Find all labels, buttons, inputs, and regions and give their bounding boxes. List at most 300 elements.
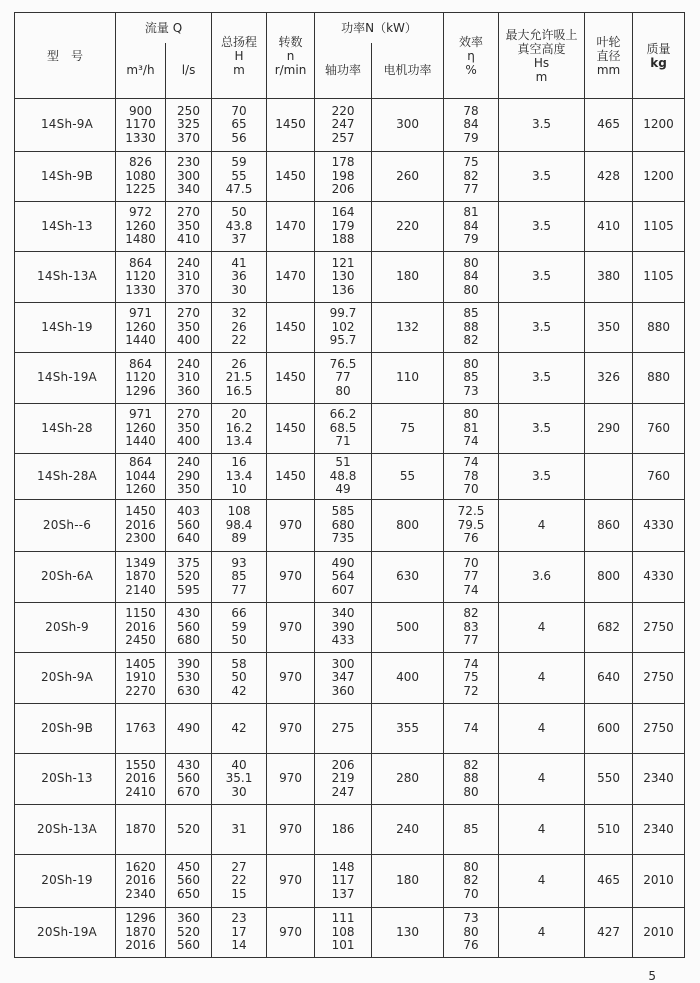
cell-flow-m3h-value: 1620 bbox=[125, 859, 156, 874]
cell-suction-height: 3.5 bbox=[499, 353, 585, 404]
cell-head-value: 22 bbox=[231, 333, 247, 348]
cell-flow-ls-value: 490 bbox=[177, 720, 200, 735]
cell-suction-height: 4 bbox=[499, 908, 585, 958]
cell-flow-m3h bbox=[116, 704, 166, 754]
cell-head bbox=[212, 754, 267, 805]
cell-head-value: 37 bbox=[231, 232, 247, 247]
cell-efficiency-value: 72 bbox=[463, 683, 479, 698]
cell-efficiency-value: 74 bbox=[463, 720, 479, 735]
cell-motor-power: 180 bbox=[372, 855, 444, 908]
cell-flow-ls bbox=[166, 252, 212, 303]
cell-flow-m3h-value: 1405 bbox=[125, 656, 156, 671]
cell-motor-power: 75 bbox=[372, 404, 444, 454]
cell-impeller-diameter: 600 bbox=[585, 704, 633, 754]
cell-efficiency-value: 79.5 bbox=[457, 517, 485, 532]
cell-flow-ls bbox=[166, 500, 212, 552]
cell-flow-ls-value: 350 bbox=[177, 218, 200, 233]
cell-flow-ls-value: 520 bbox=[177, 821, 200, 836]
cell-efficiency bbox=[444, 454, 499, 500]
cell-shaft-power-value: 220 bbox=[331, 103, 355, 118]
header-speed-unit: r/min bbox=[274, 62, 307, 77]
cell-shaft-power-value: 68.5 bbox=[329, 420, 357, 435]
page-number: 5 bbox=[648, 969, 656, 983]
cell-head-value: 13.4 bbox=[225, 468, 253, 483]
cell-flow-ls bbox=[166, 855, 212, 908]
cell-head bbox=[212, 805, 267, 855]
cell-shaft-power-value: 219 bbox=[331, 771, 355, 786]
cell-flow-ls-value: 240 bbox=[177, 455, 200, 470]
cell-efficiency bbox=[444, 704, 499, 754]
cell-impeller-diameter: 465 bbox=[585, 855, 633, 908]
cell-head-value: 36 bbox=[231, 269, 247, 284]
cell-efficiency bbox=[444, 152, 499, 202]
cell-mass: 760 bbox=[633, 404, 685, 454]
cell-mass: 1200 bbox=[633, 152, 685, 202]
cell-flow-m3h bbox=[116, 855, 166, 908]
cell-flow-m3h bbox=[116, 454, 166, 500]
cell-shaft-power-value: 340 bbox=[331, 606, 355, 621]
table-row bbox=[15, 353, 685, 404]
cell-flow-ls bbox=[166, 353, 212, 404]
cell-mass: 760 bbox=[633, 454, 685, 500]
cell-flow-m3h-value: 1296 bbox=[125, 383, 156, 398]
cell-flow-m3h bbox=[116, 353, 166, 404]
cell-flow-ls-value: 300 bbox=[177, 168, 200, 183]
cell-shaft-power-value: 257 bbox=[331, 130, 355, 145]
cell-flow-m3h-value: 900 bbox=[129, 103, 152, 118]
cell-flow-m3h-value: 1260 bbox=[125, 482, 156, 497]
cell-head bbox=[212, 353, 267, 404]
cell-head bbox=[212, 603, 267, 653]
cell-flow-m3h-value: 2270 bbox=[125, 683, 156, 698]
cell-flow-ls-value: 250 bbox=[177, 103, 200, 118]
cell-speed: 1450 bbox=[267, 353, 315, 404]
cell-shaft-power-value: 247 bbox=[331, 784, 355, 799]
cell-efficiency-value: 85 bbox=[463, 821, 479, 836]
cell-flow-ls-value: 450 bbox=[177, 859, 200, 874]
cell-efficiency-value: 75 bbox=[463, 155, 479, 170]
cell-shaft-power-value: 130 bbox=[331, 269, 355, 284]
cell-head-value: 59 bbox=[231, 619, 247, 634]
cell-efficiency-value: 84 bbox=[463, 218, 479, 233]
cell-head-value: 31 bbox=[231, 821, 247, 836]
cell-suction-height: 3.5 bbox=[499, 202, 585, 252]
header-impeller-unit: mm bbox=[596, 62, 621, 77]
cell-head-value: 27 bbox=[231, 859, 247, 874]
cell-efficiency bbox=[444, 855, 499, 908]
header-head bbox=[212, 13, 267, 99]
cell-impeller-diameter: 800 bbox=[585, 552, 633, 603]
cell-shaft-power bbox=[315, 754, 372, 805]
cell-motor-power: 400 bbox=[372, 653, 444, 704]
cell-flow-ls-value: 560 bbox=[177, 517, 200, 532]
table-body bbox=[15, 99, 685, 958]
cell-shaft-power-value: 179 bbox=[331, 218, 355, 233]
cell-speed: 1470 bbox=[267, 202, 315, 252]
cell-head bbox=[212, 404, 267, 454]
cell-shaft-power-value: 206 bbox=[331, 757, 355, 772]
cell-motor-power: 180 bbox=[372, 252, 444, 303]
cell-flow-m3h-value: 864 bbox=[129, 455, 152, 470]
cell-efficiency bbox=[444, 202, 499, 252]
cell-impeller-diameter: 428 bbox=[585, 152, 633, 202]
cell-flow-m3h bbox=[116, 404, 166, 454]
cell-shaft-power-value: 735 bbox=[331, 531, 355, 546]
cell-flow-ls-value: 375 bbox=[177, 555, 200, 570]
cell-speed: 970 bbox=[267, 603, 315, 653]
cell-shaft-power-value: 347 bbox=[331, 670, 355, 685]
cell-flow-ls-value: 240 bbox=[177, 255, 200, 270]
cell-head-value: 16 bbox=[231, 455, 247, 470]
cell-flow-m3h-value: 864 bbox=[129, 356, 152, 371]
cell-shaft-power-value: 585 bbox=[331, 504, 355, 519]
cell-flow-ls-value: 270 bbox=[177, 306, 200, 321]
cell-head-value: 10 bbox=[231, 482, 247, 497]
cell-shaft-power-value: 186 bbox=[331, 821, 355, 836]
cell-flow-ls-value: 560 bbox=[177, 619, 200, 634]
cell-flow-ls-value: 350 bbox=[177, 420, 200, 435]
cell-efficiency bbox=[444, 603, 499, 653]
cell-efficiency-value: 77 bbox=[463, 569, 479, 584]
cell-flow-ls-value: 360 bbox=[177, 911, 200, 926]
cell-efficiency-value: 70 bbox=[463, 886, 479, 901]
header-motor-power: 电机功率 bbox=[372, 43, 444, 99]
cell-flow-ls-value: 410 bbox=[177, 232, 200, 247]
cell-suction-height: 4 bbox=[499, 603, 585, 653]
cell-flow-ls-value: 670 bbox=[177, 784, 200, 799]
cell-efficiency bbox=[444, 303, 499, 353]
cell-head-value: 43.8 bbox=[225, 218, 253, 233]
cell-head-value: 56 bbox=[231, 130, 247, 145]
cell-flow-m3h-value: 2140 bbox=[125, 582, 156, 597]
cell-flow-ls-value: 560 bbox=[177, 938, 200, 953]
cell-efficiency-value: 88 bbox=[463, 771, 479, 786]
table-row bbox=[15, 552, 685, 603]
cell-flow-m3h-value: 2016 bbox=[125, 619, 156, 634]
cell-efficiency-value: 84 bbox=[463, 269, 479, 284]
cell-head-value: 30 bbox=[231, 282, 247, 297]
cell-flow-ls-value: 240 bbox=[177, 356, 200, 371]
cell-flow-m3h bbox=[116, 754, 166, 805]
cell-flow-ls-value: 530 bbox=[177, 670, 200, 685]
cell-flow-m3h-value: 2410 bbox=[125, 784, 156, 799]
cell-shaft-power-value: 121 bbox=[331, 255, 355, 270]
cell-head bbox=[212, 704, 267, 754]
cell-efficiency bbox=[444, 805, 499, 855]
pump-spec-table bbox=[14, 12, 685, 958]
cell-flow-ls bbox=[166, 754, 212, 805]
cell-head-value: 16.5 bbox=[225, 383, 253, 398]
cell-shaft-power-value: 136 bbox=[331, 282, 355, 297]
cell-efficiency-value: 78 bbox=[463, 103, 479, 118]
cell-motor-power: 500 bbox=[372, 603, 444, 653]
cell-flow-m3h-value: 1440 bbox=[125, 333, 156, 348]
cell-flow-ls-value: 640 bbox=[177, 531, 200, 546]
cell-flow-ls-value: 595 bbox=[177, 582, 200, 597]
cell-flow-m3h-value: 1763 bbox=[125, 720, 156, 735]
cell-shaft-power-value: 66.2 bbox=[329, 407, 357, 422]
cell-efficiency-value: 82 bbox=[463, 873, 479, 888]
cell-flow-ls-value: 270 bbox=[177, 407, 200, 422]
header-efficiency-label: 效率 bbox=[459, 34, 484, 49]
cell-flow-m3h-value: 2016 bbox=[125, 771, 156, 786]
cell-motor-power: 280 bbox=[372, 754, 444, 805]
cell-shaft-power-value: 178 bbox=[331, 155, 355, 170]
cell-motor-power: 220 bbox=[372, 202, 444, 252]
cell-flow-m3h-value: 1260 bbox=[125, 218, 156, 233]
cell-flow-m3h-value: 1550 bbox=[125, 757, 156, 772]
header-impeller bbox=[585, 13, 633, 99]
cell-head bbox=[212, 303, 267, 353]
cell-model: 14Sh-13A bbox=[15, 252, 116, 303]
table-row bbox=[15, 704, 685, 754]
header-efficiency bbox=[444, 13, 499, 99]
cell-shaft-power bbox=[315, 303, 372, 353]
header-speed-label: 转数 bbox=[278, 34, 303, 49]
cell-efficiency-value: 80 bbox=[463, 924, 479, 939]
cell-flow-ls-value: 630 bbox=[177, 683, 200, 698]
cell-efficiency-value: 74 bbox=[463, 434, 479, 449]
cell-efficiency-value: 76 bbox=[463, 531, 479, 546]
cell-shaft-power bbox=[315, 404, 372, 454]
cell-model: 20Sh-6A bbox=[15, 552, 116, 603]
cell-shaft-power-value: 80 bbox=[335, 383, 351, 398]
cell-efficiency-value: 81 bbox=[463, 205, 479, 220]
cell-model: 14Sh-28A bbox=[15, 454, 116, 500]
cell-flow-ls-value: 290 bbox=[177, 468, 200, 483]
cell-flow-m3h-value: 972 bbox=[129, 205, 152, 220]
cell-model: 20Sh-13A bbox=[15, 805, 116, 855]
cell-flow-ls-value: 325 bbox=[177, 117, 200, 132]
cell-head-value: 32 bbox=[231, 306, 247, 321]
cell-head-value: 17 bbox=[231, 924, 247, 939]
cell-model: 20Sh-9 bbox=[15, 603, 116, 653]
cell-flow-m3h-value: 1330 bbox=[125, 282, 156, 297]
cell-shaft-power-value: 148 bbox=[331, 859, 355, 874]
cell-suction-height: 3.5 bbox=[499, 252, 585, 303]
cell-head-value: 42 bbox=[231, 720, 247, 735]
cell-model: 20Sh--6 bbox=[15, 500, 116, 552]
cell-model: 14Sh-28 bbox=[15, 404, 116, 454]
cell-efficiency bbox=[444, 908, 499, 958]
table-row bbox=[15, 754, 685, 805]
cell-model: 20Sh-9A bbox=[15, 653, 116, 704]
cell-efficiency bbox=[444, 653, 499, 704]
header-suction-symbol: Hs bbox=[533, 55, 550, 70]
cell-impeller-diameter bbox=[585, 454, 633, 500]
header-efficiency-unit: % bbox=[465, 62, 477, 77]
cell-shaft-power bbox=[315, 908, 372, 958]
cell-efficiency-value: 85 bbox=[463, 370, 479, 385]
cell-efficiency-value: 82 bbox=[463, 333, 479, 348]
header-flow-unit-m3h: m³/h bbox=[116, 43, 166, 99]
cell-impeller-diameter: 510 bbox=[585, 805, 633, 855]
cell-efficiency-value: 82 bbox=[463, 757, 479, 772]
cell-suction-height: 4 bbox=[499, 805, 585, 855]
cell-efficiency-value: 83 bbox=[463, 619, 479, 634]
cell-flow-ls-value: 520 bbox=[177, 569, 200, 584]
cell-shaft-power-value: 164 bbox=[331, 205, 355, 220]
cell-shaft-power-value: 564 bbox=[331, 569, 355, 584]
cell-speed: 970 bbox=[267, 552, 315, 603]
cell-speed: 970 bbox=[267, 704, 315, 754]
cell-flow-m3h bbox=[116, 500, 166, 552]
cell-speed: 1450 bbox=[267, 152, 315, 202]
cell-head bbox=[212, 653, 267, 704]
cell-flow-m3h-value: 1080 bbox=[125, 168, 156, 183]
cell-shaft-power-value: 198 bbox=[331, 168, 355, 183]
cell-flow-ls-value: 310 bbox=[177, 269, 200, 284]
cell-shaft-power-value: 680 bbox=[331, 517, 355, 532]
cell-efficiency-value: 77 bbox=[463, 182, 479, 197]
cell-shaft-power-value: 275 bbox=[331, 720, 355, 735]
cell-motor-power: 132 bbox=[372, 303, 444, 353]
cell-flow-ls-value: 360 bbox=[177, 383, 200, 398]
cell-shaft-power-value: 49 bbox=[335, 482, 351, 497]
cell-shaft-power-value: 607 bbox=[331, 582, 355, 597]
cell-flow-m3h-value: 2016 bbox=[125, 873, 156, 888]
cell-impeller-diameter: 290 bbox=[585, 404, 633, 454]
cell-shaft-power-value: 108 bbox=[331, 924, 355, 939]
cell-flow-ls bbox=[166, 908, 212, 958]
cell-efficiency bbox=[444, 754, 499, 805]
cell-flow-ls-value: 270 bbox=[177, 205, 200, 220]
table-row bbox=[15, 908, 685, 958]
cell-shaft-power-value: 206 bbox=[331, 182, 355, 197]
cell-shaft-power-value: 77 bbox=[335, 370, 351, 385]
cell-flow-m3h-value: 1260 bbox=[125, 319, 156, 334]
header-head-symbol: H bbox=[234, 48, 244, 63]
cell-flow-ls-value: 430 bbox=[177, 606, 200, 621]
cell-suction-height: 3.5 bbox=[499, 99, 585, 152]
cell-flow-m3h-value: 1170 bbox=[125, 117, 156, 132]
cell-flow-m3h-value: 1910 bbox=[125, 670, 156, 685]
cell-mass: 2340 bbox=[633, 754, 685, 805]
cell-flow-m3h-value: 1296 bbox=[125, 911, 156, 926]
cell-head-value: 30 bbox=[231, 784, 247, 799]
cell-suction-height: 3.5 bbox=[499, 404, 585, 454]
cell-efficiency-value: 80 bbox=[463, 859, 479, 874]
cell-shaft-power-value: 117 bbox=[331, 873, 355, 888]
cell-flow-ls-value: 400 bbox=[177, 333, 200, 348]
header-impeller-label: 叶轮直径 bbox=[596, 34, 621, 63]
cell-flow-m3h-value: 1480 bbox=[125, 232, 156, 247]
cell-flow-ls bbox=[166, 99, 212, 152]
cell-mass: 4330 bbox=[633, 552, 685, 603]
cell-speed: 970 bbox=[267, 805, 315, 855]
cell-shaft-power bbox=[315, 454, 372, 500]
cell-flow-ls-value: 370 bbox=[177, 282, 200, 297]
cell-efficiency-value: 80 bbox=[463, 282, 479, 297]
header-suction-unit: m bbox=[535, 69, 548, 84]
cell-efficiency-value: 70 bbox=[463, 555, 479, 570]
cell-model: 14Sh-9B bbox=[15, 152, 116, 202]
header-model: 型 号 bbox=[15, 13, 116, 99]
cell-flow-ls bbox=[166, 653, 212, 704]
header-power: 功率N（kW） bbox=[315, 13, 444, 43]
cell-flow-ls-value: 560 bbox=[177, 873, 200, 888]
table-row bbox=[15, 454, 685, 500]
cell-impeller-diameter: 550 bbox=[585, 754, 633, 805]
cell-head bbox=[212, 252, 267, 303]
cell-head-value: 50 bbox=[231, 633, 247, 648]
cell-shaft-power bbox=[315, 353, 372, 404]
cell-flow-ls bbox=[166, 552, 212, 603]
cell-flow-ls-value: 350 bbox=[177, 319, 200, 334]
cell-efficiency-value: 73 bbox=[463, 911, 479, 926]
cell-mass: 2750 bbox=[633, 653, 685, 704]
cell-motor-power: 130 bbox=[372, 908, 444, 958]
cell-suction-height: 4 bbox=[499, 500, 585, 552]
cell-shaft-power bbox=[315, 99, 372, 152]
cell-impeller-diameter: 427 bbox=[585, 908, 633, 958]
cell-flow-ls-value: 390 bbox=[177, 656, 200, 671]
cell-impeller-diameter: 326 bbox=[585, 353, 633, 404]
cell-flow-ls bbox=[166, 454, 212, 500]
cell-head-value: 98.4 bbox=[225, 517, 253, 532]
cell-head-value: 89 bbox=[231, 531, 247, 546]
cell-mass: 4330 bbox=[633, 500, 685, 552]
cell-flow-m3h-value: 1225 bbox=[125, 182, 156, 197]
cell-head bbox=[212, 500, 267, 552]
cell-flow-m3h-value: 1120 bbox=[125, 269, 156, 284]
cell-shaft-power bbox=[315, 152, 372, 202]
cell-model: 14Sh-19A bbox=[15, 353, 116, 404]
cell-flow-m3h-value: 1120 bbox=[125, 370, 156, 385]
cell-impeller-diameter: 860 bbox=[585, 500, 633, 552]
cell-efficiency-value: 80 bbox=[463, 407, 479, 422]
cell-head-value: 66 bbox=[231, 606, 247, 621]
cell-efficiency-value: 80 bbox=[463, 255, 479, 270]
cell-efficiency-value: 72.5 bbox=[457, 504, 485, 519]
cell-efficiency-value: 74 bbox=[463, 656, 479, 671]
cell-efficiency-value: 82 bbox=[463, 606, 479, 621]
cell-flow-m3h bbox=[116, 152, 166, 202]
cell-speed: 1470 bbox=[267, 252, 315, 303]
cell-head-value: 23 bbox=[231, 911, 247, 926]
cell-shaft-power bbox=[315, 552, 372, 603]
cell-head-value: 59 bbox=[231, 155, 247, 170]
cell-head-value: 15 bbox=[231, 886, 247, 901]
cell-model: 20Sh-13 bbox=[15, 754, 116, 805]
header-speed bbox=[267, 13, 315, 99]
cell-shaft-power-value: 71 bbox=[335, 434, 351, 449]
cell-motor-power: 55 bbox=[372, 454, 444, 500]
cell-shaft-power-value: 247 bbox=[331, 117, 355, 132]
cell-flow-m3h-value: 2340 bbox=[125, 886, 156, 901]
cell-speed: 1450 bbox=[267, 404, 315, 454]
cell-flow-m3h-value: 1349 bbox=[125, 555, 156, 570]
cell-flow-ls-value: 520 bbox=[177, 924, 200, 939]
header-suction-label: 最大允许吸上真空高度 bbox=[505, 27, 578, 56]
cell-head-value: 21.5 bbox=[225, 370, 253, 385]
cell-head-value: 20 bbox=[231, 407, 247, 422]
cell-shaft-power-value: 111 bbox=[331, 911, 355, 926]
header-mass-unit: kg bbox=[650, 55, 667, 70]
cell-shaft-power bbox=[315, 805, 372, 855]
cell-shaft-power bbox=[315, 603, 372, 653]
cell-flow-m3h-value: 1150 bbox=[125, 606, 156, 621]
cell-speed: 970 bbox=[267, 754, 315, 805]
cell-head-value: 50 bbox=[231, 670, 247, 685]
cell-flow-m3h-value: 1260 bbox=[125, 420, 156, 435]
cell-head-value: 93 bbox=[231, 555, 247, 570]
cell-head-value: 26 bbox=[231, 319, 247, 334]
cell-flow-ls-value: 350 bbox=[177, 482, 200, 497]
cell-flow-m3h-value: 971 bbox=[129, 407, 152, 422]
cell-flow-ls bbox=[166, 805, 212, 855]
cell-head-value: 58 bbox=[231, 656, 247, 671]
